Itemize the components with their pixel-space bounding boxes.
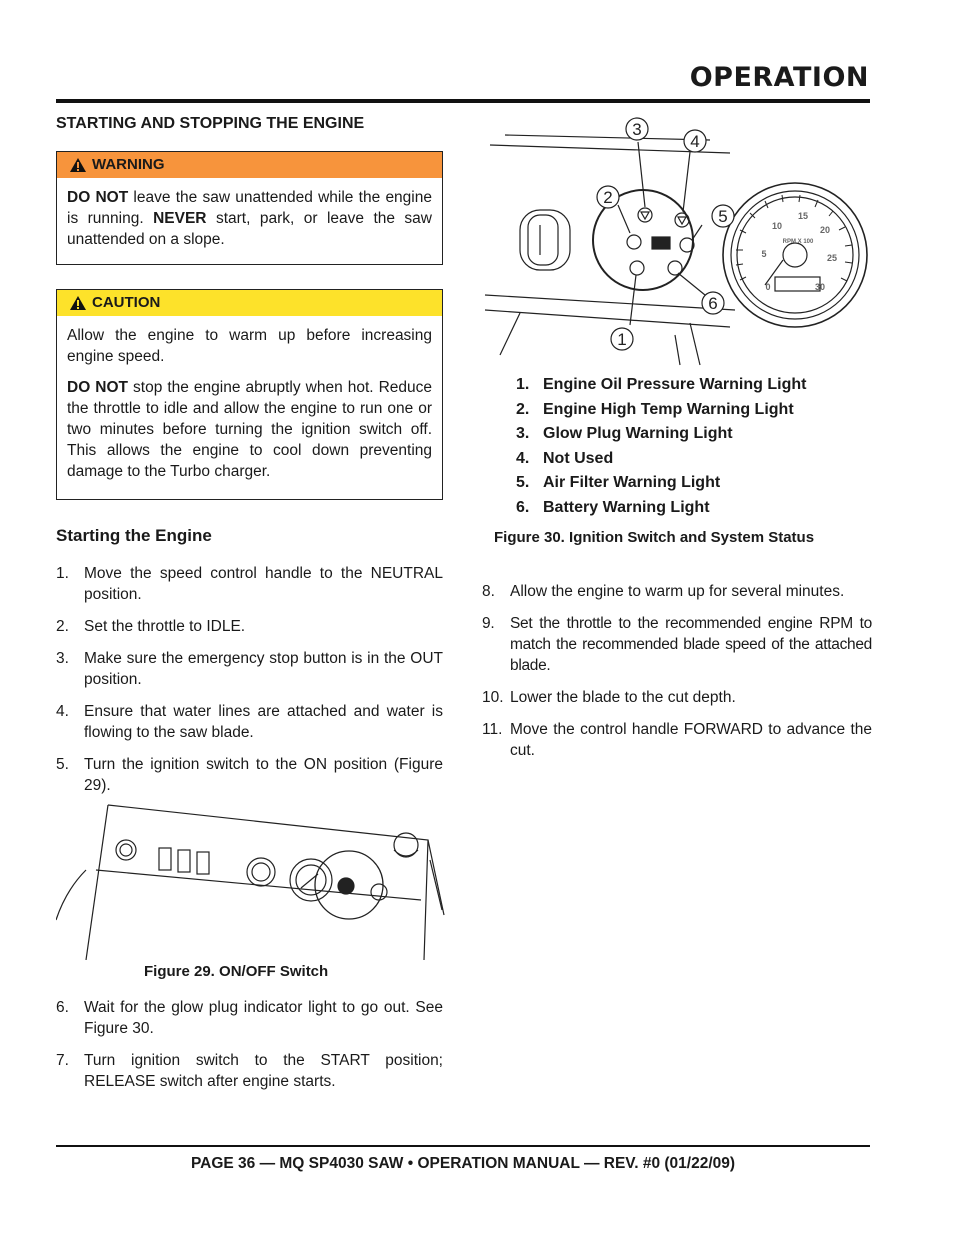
warning-header [57,152,442,178]
footer-rule [56,1145,870,1147]
callout-4-label: 4 [690,132,700,151]
list-item: 2. Set the throttle to IDLE. [56,618,246,635]
list-item: 11. Move the control handle FORWARD to advance the cut. [482,721,872,759]
legend-item: 4. Not Used [516,449,614,467]
gauge-tick-25: 25 [826,253,838,263]
gauge-unit-label: RPM X 100 [782,239,814,245]
list-item: 5. Turn the ignition switch to the ON position (Figure 29). [56,756,443,794]
callout-6-label: 6 [708,294,718,313]
warning-text-2: start, park, or leave the saw unattended on a slope. [67,210,432,248]
warning-triangle-icon [69,157,87,173]
page-footer: PAGE 36 — MQ SP4030 SAW • OPERATION MANUAL — REV. #0 (01/22/09) [190,1155,736,1172]
callout-5-label: 5 [718,207,728,226]
callout-3-label: 3 [632,120,642,139]
gauge-tick-10: 10 [771,221,783,231]
figure-29-caption: Figure 29. ON/OFF Switch [144,963,329,980]
subsection-title: Starting the Engine [56,526,212,545]
list-item: 4. Ensure that water lines are attached and water is flowing to the saw blade. [56,703,443,741]
gauge-tick-15: 15 [797,211,809,221]
warning-bold-1: DO NOT [67,189,129,206]
caution-bold: DO NOT [67,379,128,396]
on-off-switch-illustration [56,800,446,960]
gauge-tick-30: 30 [814,282,826,292]
caution-paragraph-2: stop the engine abruptly when hot. Reduce the throttle to idle and allow the engine to run one or two minutes before turning the ignition switch off. This allows the engine to cool down preventing damage to the Turbo charger. [67,379,433,480]
list-item: 7. Turn ignition switch to the START position; RELEASE switch after engine starts. [56,1052,443,1090]
caution-paragraph-1: Allow the engine to warm up before increasing engine speed. [67,327,432,365]
caution-header [57,290,442,316]
section-title: STARTING AND STOPPING THE ENGINE [56,115,365,132]
caution-text [57,316,442,490]
warning-bold-2: NEVER [153,210,207,227]
caution-label: CAUTION [92,294,161,311]
page-title: OPERATION [689,62,869,93]
legend-item: 5. Air Filter Warning Light [516,474,721,491]
callout-1-label: 1 [617,330,627,349]
gauge-tick-20: 20 [819,225,831,235]
figure-30-legend [516,376,806,523]
header-rule [56,99,870,103]
caution-box [56,289,443,500]
legend-item: 1. Engine Oil Pressure Warning Light [516,376,807,393]
figure-30-caption: Figure 30. Ignition Switch and System Status [494,529,815,546]
ignition-switch-illustration [480,115,870,370]
legend-item: 2. Engine High Temp Warning Light [516,400,794,418]
callout-2-label: 2 [603,188,613,207]
steps-list-b [56,997,443,1103]
legend-item: 3. Glow Plug Warning Light [516,425,733,442]
gauge-tick-0: 0 [765,282,771,292]
warning-text [57,178,442,258]
list-item: 6. Wait for the glow plug indicator light to go out. See Figure 30. [56,999,443,1037]
legend-item: 6. Battery Warning Light [516,498,710,516]
warning-box [56,151,443,265]
gauge-tick-5: 5 [761,249,767,259]
list-item: 10. Lower the blade to the cut depth. [482,689,736,706]
warning-label: WARNING [92,156,165,173]
steps-list-a [56,563,443,807]
warning-text-1: leave the saw unattended while the engine is running. [67,189,432,227]
caution-triangle-icon [69,295,87,311]
list-item: 1. Move the speed control handle to the NEUTRAL position. [56,565,443,603]
list-item: 9. Set the throttle to the recommended engine RPM to match the recommended blade speed of the attached blade. [482,615,872,674]
list-item: 8. Allow the engine to warm up for several minutes. [482,583,845,600]
list-item: 3. Make sure the emergency stop button is in the OUT position. [56,650,443,688]
steps-list-c [482,581,872,772]
